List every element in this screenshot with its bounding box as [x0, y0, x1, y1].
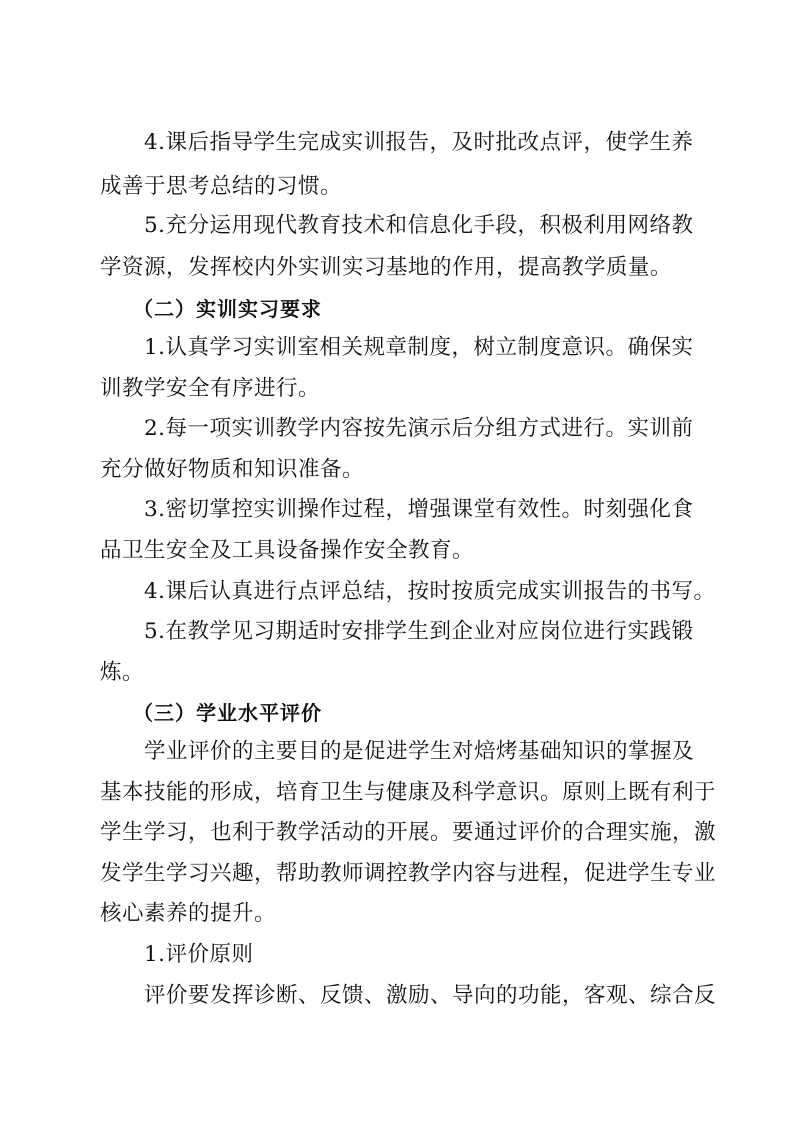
paragraph-line: 2.每一项实训教学内容按先演示后分组方式进行。实训前 [144, 416, 694, 441]
paragraph-line: 4.课后认真进行点评总结，按时按质完成实训报告的书写。 [144, 579, 716, 604]
paragraph-line: 发学生学习兴趣，帮助教师调控教学内容与进程，促进学生专业 [100, 861, 717, 886]
paragraph-line: 训教学安全有序进行。 [100, 376, 321, 401]
paragraph-line: 评价要发挥诊断、反馈、激励、导向的功能，客观、综合反 [144, 983, 717, 1008]
paragraph-line: 3.密切掌控实训操作过程，增强课堂有效性。时刻强化食 [144, 497, 694, 522]
paragraph-line: 5.充分运用现代教育技术和信息化手段，积极利用网络教 [144, 213, 694, 238]
section-heading: （二）实训实习要求 [133, 297, 322, 321]
paragraph-line: 学业评价的主要目的是促进学生对焙烤基础知识的掌握及 [144, 739, 695, 764]
paragraph-line: 基本技能的形成，培育卫生与健康及科学意识。原则上既有利于 [100, 780, 717, 805]
paragraph-line: 1.认真学习实训室相关规章制度，树立制度意识。确保实 [144, 335, 694, 360]
paragraph-line: 成善于思考总结的习惯。 [100, 174, 343, 199]
subheading: 1.评价原则 [144, 942, 254, 967]
paragraph-line: 充分做好物质和知识准备。 [100, 457, 365, 482]
paragraph-line: 5.在教学见习期适时安排学生到企业对应岗位进行实践锻 [144, 619, 694, 644]
paragraph-line: 品卫生安全及工具设备操作安全教育。 [100, 538, 475, 563]
paragraph-line: 4.课后指导学生完成实训报告，及时批改点评，使学生养 [144, 130, 694, 155]
paragraph-line: 学资源，发挥校内外实训实习基地的作用，提高教学质量。 [100, 255, 673, 280]
paragraph-line: 学生学习，也利于教学活动的开展。要通过评价的合理实施，激 [100, 820, 717, 845]
paragraph-line: 炼。 [100, 660, 145, 685]
paragraph-line: 核心素养的提升。 [100, 901, 277, 926]
section-heading: （三）学业水平评价 [133, 701, 322, 725]
